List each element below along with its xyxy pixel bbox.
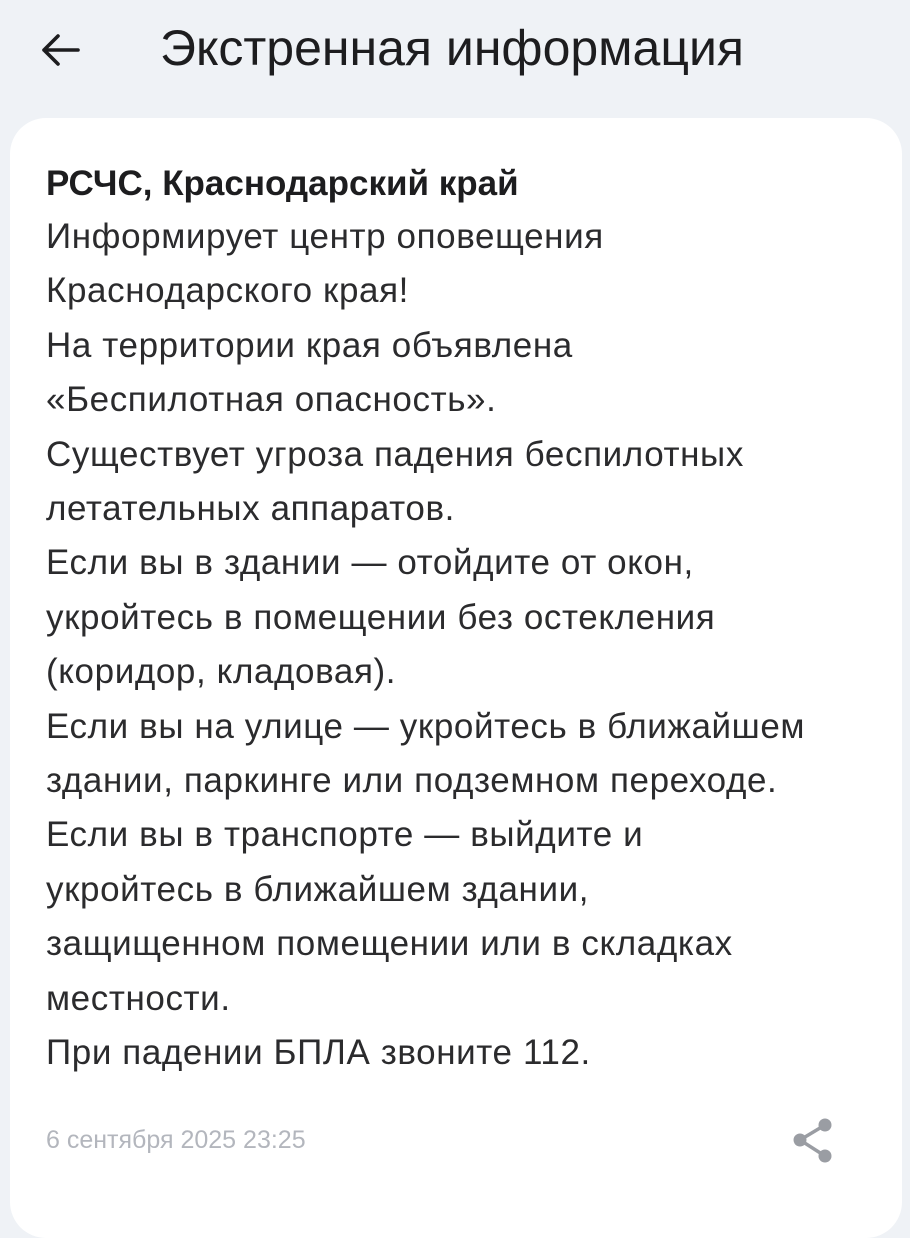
share-button[interactable] bbox=[788, 1116, 838, 1166]
message-line: летательных аппаратов. bbox=[46, 489, 455, 529]
message-line: Существует угроза падения беспилотных bbox=[46, 434, 744, 474]
message-line: Если вы в транспорте — выйдите и bbox=[46, 815, 644, 855]
message-line: На территории края объявлена bbox=[46, 325, 573, 365]
message-line: укройтесь в помещении без остекления bbox=[46, 597, 716, 637]
message-line: Если вы на улице — укройтесь в ближайшем bbox=[46, 706, 806, 746]
share-icon bbox=[788, 1116, 838, 1166]
alert-sender: РСЧС, Краснодарский край bbox=[46, 164, 519, 203]
alert-message bbox=[46, 210, 891, 1081]
back-button[interactable] bbox=[30, 20, 90, 80]
alert-timestamp: 6 сентября 2025 23:25 bbox=[46, 1126, 306, 1154]
message-line: укройтесь в ближайшем здании, bbox=[46, 869, 590, 909]
alert-card bbox=[10, 118, 902, 1238]
message-line: Краснодарского края! bbox=[46, 271, 409, 311]
message-line: защищенном помещении или в складках bbox=[46, 924, 733, 964]
message-line: (коридор, кладовая). bbox=[46, 652, 397, 692]
message-line: здании, паркинге или подземном переходе. bbox=[46, 761, 778, 801]
arrow-left-icon bbox=[38, 28, 82, 72]
message-line: Если вы в здании — отойдите от окон, bbox=[46, 543, 694, 583]
message-line: «Беспилотная опасность». bbox=[46, 380, 497, 420]
message-line: При падении БПЛА звоните 112. bbox=[46, 1033, 591, 1073]
top-app-bar bbox=[0, 0, 910, 100]
page-title: Экстренная информация bbox=[160, 20, 745, 76]
message-line: Информирует центр оповещения bbox=[46, 217, 604, 256]
message-line: местности. bbox=[46, 978, 231, 1018]
